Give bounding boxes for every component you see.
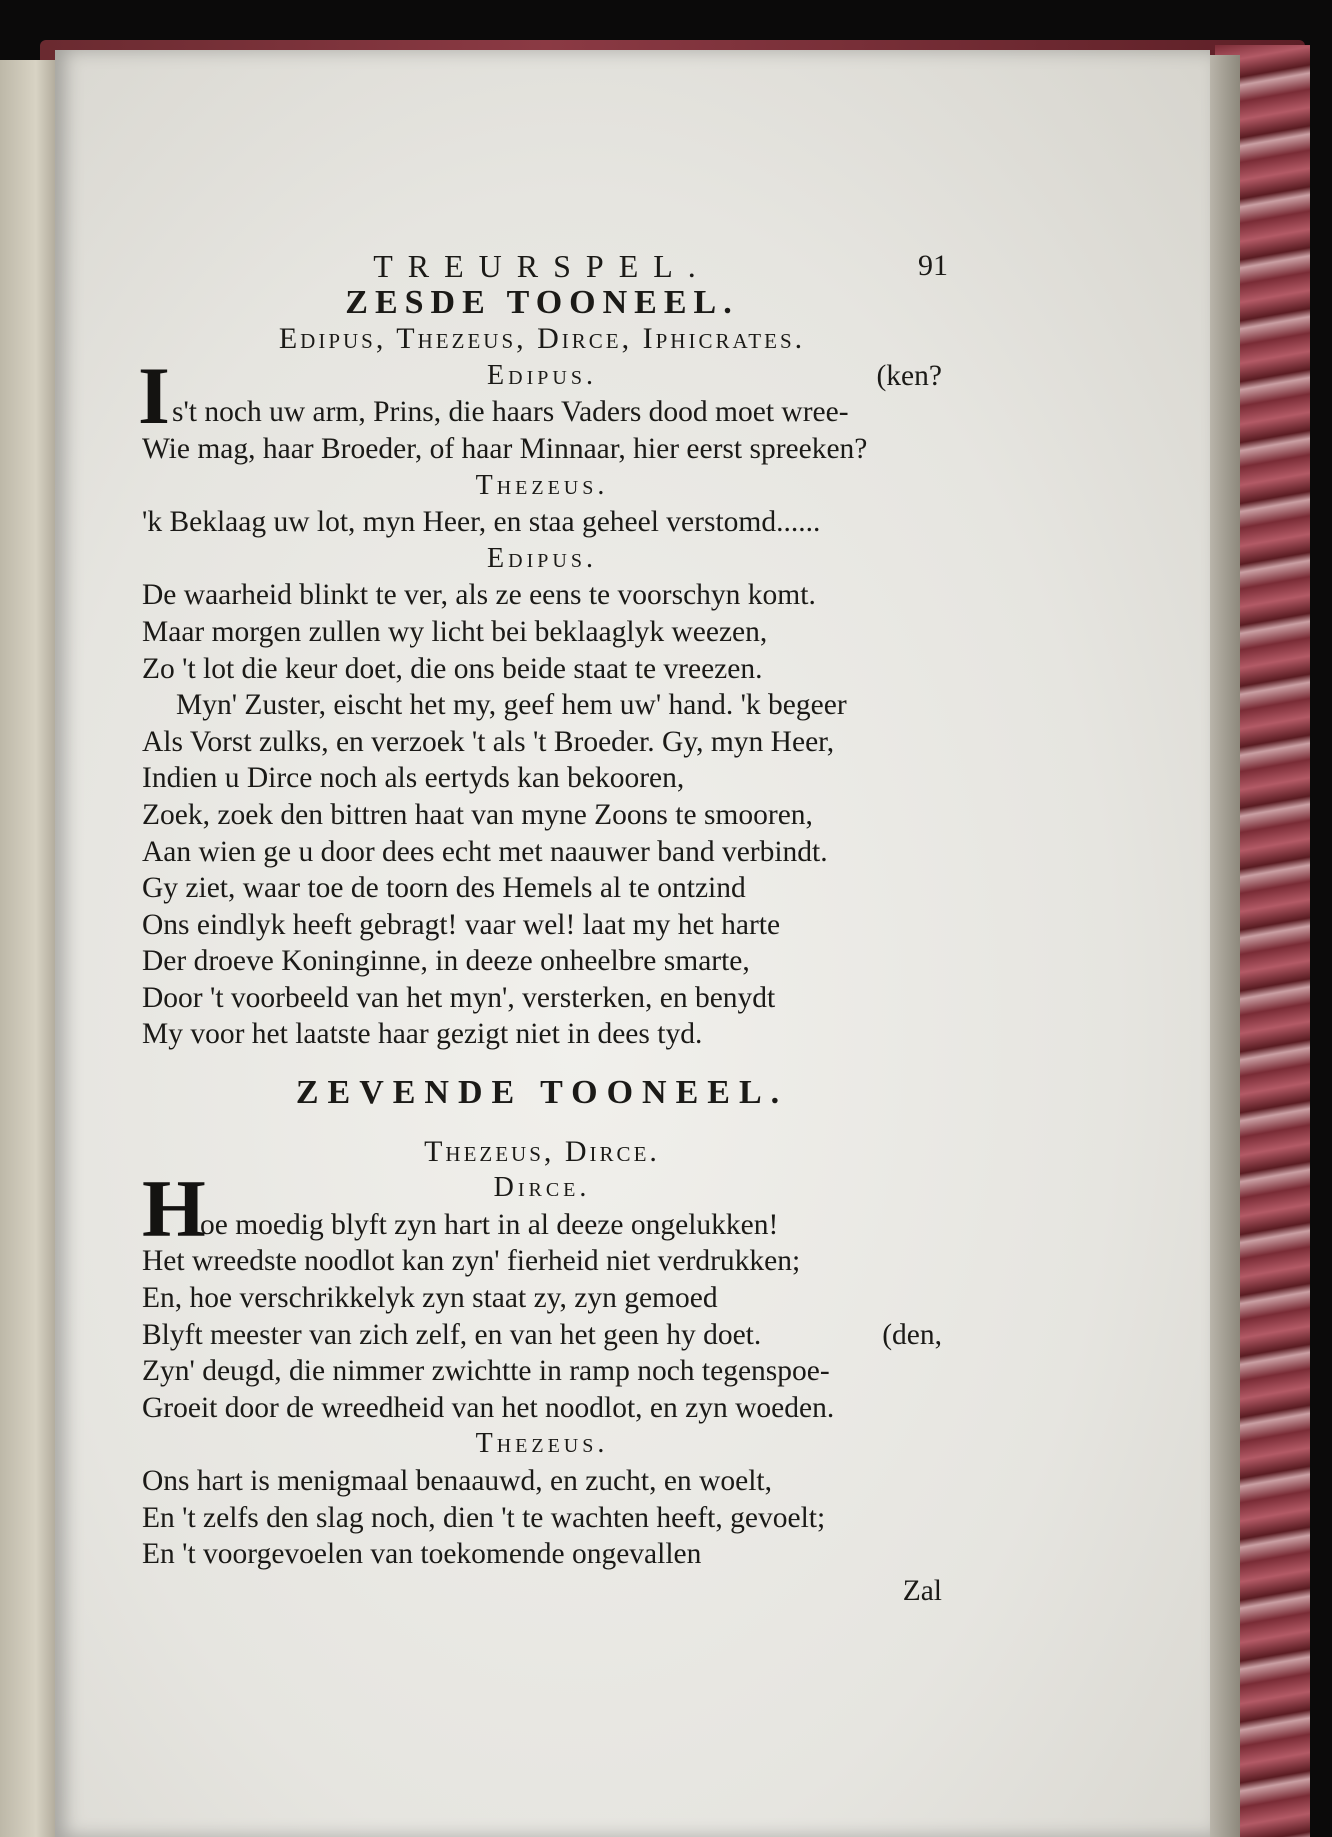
facing-page-edge xyxy=(0,60,62,1837)
scene-6-cast: Edipus, Thezeus, Dirce, Iphicrates. xyxy=(278,322,806,356)
carry-over-text: (den, xyxy=(882,1318,942,1351)
verse-line: Der droeve Koninginne, in deeze onheelbre smarte, xyxy=(142,945,750,978)
verse-line: Ons hart is menigmaal benaauwd, en zucht, en woelt, xyxy=(142,1465,772,1497)
running-head xyxy=(142,248,948,285)
drop-capital: I xyxy=(138,350,170,442)
verse-text: Blyft meester van zich zelf, en van het geen hy doet. xyxy=(142,1318,762,1351)
verse-line: Maar morgen zullen wy licht bei beklaaglyk weezen, xyxy=(142,615,768,648)
running-head-text: TREURSPEL. xyxy=(373,248,711,284)
verse-line: En 't zelfs den slag noch, dien 't te wachten heeft, gevoelt; xyxy=(142,1501,826,1534)
verse-text: oe moedig blyft zyn hart in al deeze ongelukken! xyxy=(200,1208,779,1241)
carry-over-text: (ken? xyxy=(876,359,942,392)
verse-line: Zoek, zoek den bittren haat van myne Zoons te smooren, xyxy=(142,798,813,831)
verse-line: Myn' Zuster, eischt het my, geef hem uw' hand. 'k begeer xyxy=(176,689,847,722)
scene-spacer xyxy=(142,1112,942,1134)
catchword: Zal xyxy=(902,1574,942,1607)
speaker-name: Dirce. xyxy=(493,1172,591,1204)
verse-line: Zo 't lot die keur doet, die ons beide staat te vreezen. xyxy=(142,652,763,685)
verse-line: Groeit door de wreedheid van het noodlot, en zyn woeden. xyxy=(142,1391,835,1424)
verse-line: En, hoe verschrikkelyk zyn staat zy, zyn gemoed xyxy=(142,1282,718,1315)
verse-line: Door 't voorbeeld van het myn', versterken, en benydt xyxy=(142,981,776,1014)
speaker-name: Thezeus. xyxy=(475,469,609,501)
verse-line: En 't voorgevoelen van toekomende ongevallen xyxy=(142,1538,702,1571)
scene-6-speaker-1-row xyxy=(142,358,942,395)
verse-line: Indien u Dirce noch als eertyds kan bekooren, xyxy=(142,762,685,795)
verse-line: Het wreedste noodlot kan zyn' fierheid niet verdrukken; xyxy=(142,1245,801,1278)
scene-7-cast: Thezeus, Dirce. xyxy=(424,1134,660,1168)
speaker-name: Edipus. xyxy=(487,542,597,574)
drop-capital: H xyxy=(142,1162,206,1254)
speaker-name: Thezeus. xyxy=(475,1428,609,1460)
verse-line: Ons eindlyk heeft gebragt! vaar wel! laat my het harte xyxy=(142,908,781,941)
verse-line: 'k Beklaag uw lot, myn Heer, en staa geheel verstomd...... xyxy=(142,506,821,539)
speaker-name: Edipus. xyxy=(487,359,597,391)
verse-line: Gy ziet, waar toe de toorn des Hemels al te ontzind xyxy=(142,872,746,905)
page-text xyxy=(138,248,948,1609)
verse-line-with-carry xyxy=(142,1317,942,1354)
scene-spacer xyxy=(142,1053,942,1075)
verse-text: s't noch uw arm, Prins, die haars Vaders dood moet wree- xyxy=(172,396,849,429)
verse-line: Als Vorst zulks, en verzoek 't als 't Broeder. Gy, myn Heer, xyxy=(142,725,835,758)
page-number: 91 xyxy=(918,249,948,282)
verse-line: Zyn' deugd, die nimmer zwichtte in ramp noch tegenspoe- xyxy=(142,1355,830,1388)
verse-line: Wie mag, haar Broeder, of haar Minnaar, hier eerst spreeken? xyxy=(142,432,868,465)
scene-7-title: ZEVENDE TOONEEL. xyxy=(295,1074,789,1112)
verse-line: Aan wien ge u door dees echt met naauwer band verbindt. xyxy=(142,835,828,868)
scene-6-title: ZESDE TOONEEL. xyxy=(345,283,739,321)
verse-line: De waarheid blinkt te ver, als ze eens te voorschyn komt. xyxy=(142,579,816,612)
verse-line: My voor het laatste haar gezigt niet in dees tyd. xyxy=(142,1018,703,1051)
